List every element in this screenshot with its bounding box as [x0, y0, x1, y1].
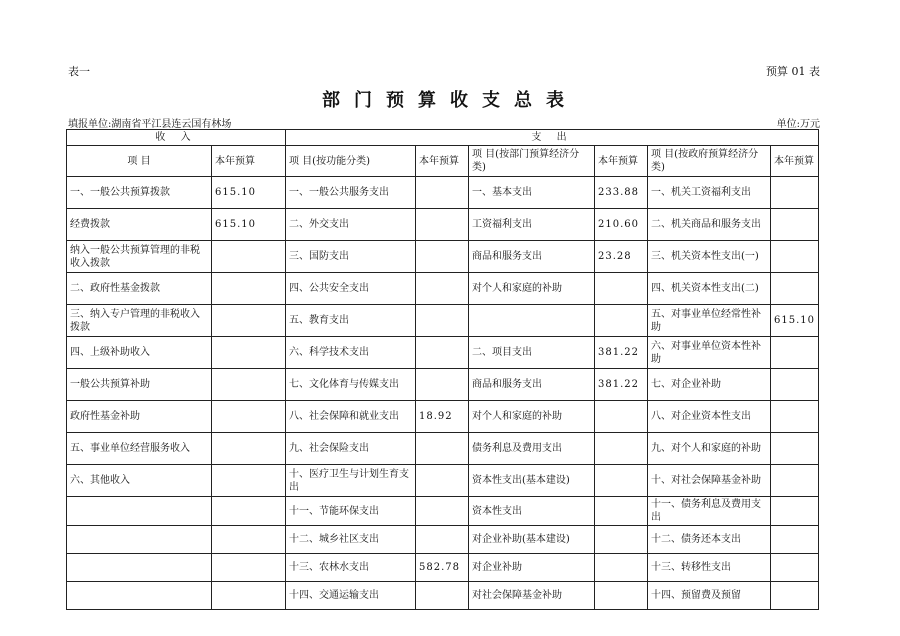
- table-row: [67, 497, 819, 526]
- cell-function-budget: [416, 497, 469, 526]
- cell-income-item: 一、一般公共预算拨款: [67, 177, 212, 209]
- cell-dept-econ-item: 对企业补助(基本建设): [469, 526, 595, 554]
- cell-dept-econ-budget: [595, 305, 648, 337]
- cell-function-budget: [416, 177, 469, 209]
- cell-income-budget: [212, 401, 286, 433]
- cell-income-item: [67, 582, 212, 610]
- cell-function-item: 九、社会保险支出: [286, 433, 416, 465]
- cell-income-budget: [212, 369, 286, 401]
- cell-gov-econ-budget: [771, 433, 819, 465]
- table-row: [67, 177, 819, 209]
- table-row: [67, 305, 819, 337]
- cell-income-item: 二、政府性基金拨款: [67, 273, 212, 305]
- cell-function-budget: [416, 337, 469, 369]
- table-row: [67, 554, 819, 582]
- cell-income-budget: [212, 465, 286, 497]
- cell-dept-econ-budget: 210.60: [595, 209, 648, 241]
- col-function-budget: 本年预算: [416, 146, 469, 177]
- cell-function-item: 一、一般公共服务支出: [286, 177, 416, 209]
- cell-gov-econ-budget: [771, 241, 819, 273]
- column-header-row: [67, 146, 819, 177]
- form-code-label: 预算 01 表: [766, 65, 820, 78]
- table-row: [67, 433, 819, 465]
- budget-table: [66, 129, 819, 610]
- cell-gov-econ-item: 四、机关资本性支出(二): [648, 273, 771, 305]
- col-dept-econ-item: 项 目(按部门预算经济分类): [469, 146, 595, 177]
- cell-income-budget: [212, 433, 286, 465]
- cell-dept-econ-item: 对企业补助: [469, 554, 595, 582]
- cell-dept-econ-item: 资本性支出: [469, 497, 595, 526]
- col-income-budget: 本年预算: [212, 146, 286, 177]
- cell-gov-econ-budget: [771, 401, 819, 433]
- table-row: [67, 369, 819, 401]
- table-number-label: 表一: [68, 65, 90, 78]
- cell-gov-econ-item: 十四、预留费及预留: [648, 582, 771, 610]
- cell-gov-econ-item: 二、机关商品和服务支出: [648, 209, 771, 241]
- cell-dept-econ-budget: [595, 497, 648, 526]
- cell-dept-econ-item: 二、项目支出: [469, 337, 595, 369]
- cell-gov-econ-budget: [771, 582, 819, 610]
- cell-gov-econ-item: 五、对事业单位经常性补助: [648, 305, 771, 337]
- cell-function-budget: [416, 433, 469, 465]
- col-gov-econ-budget: 本年预算: [771, 146, 819, 177]
- cell-gov-econ-budget: [771, 177, 819, 209]
- cell-function-budget: 18.92: [416, 401, 469, 433]
- cell-income-item: 五、事业单位经营服务收入: [67, 433, 212, 465]
- cell-function-budget: [416, 209, 469, 241]
- cell-function-item: 五、教育支出: [286, 305, 416, 337]
- cell-gov-econ-item: 八、对企业资本性支出: [648, 401, 771, 433]
- cell-income-budget: [212, 241, 286, 273]
- table-body: [67, 177, 819, 610]
- cell-function-item: 十四、交通运输支出: [286, 582, 416, 610]
- cell-dept-econ-budget: [595, 465, 648, 497]
- cell-function-item: 六、科学技术支出: [286, 337, 416, 369]
- cell-function-item: 三、国防支出: [286, 241, 416, 273]
- cell-income-budget: 615.10: [212, 177, 286, 209]
- table-row: [67, 465, 819, 497]
- cell-income-budget: [212, 305, 286, 337]
- cell-dept-econ-budget: 381.22: [595, 369, 648, 401]
- cell-gov-econ-item: 九、对个人和家庭的补助: [648, 433, 771, 465]
- cell-income-item: 一般公共预算补助: [67, 369, 212, 401]
- cell-function-budget: [416, 305, 469, 337]
- cell-income-item: 纳入一般公共预算管理的非税收入拨款: [67, 241, 212, 273]
- cell-dept-econ-budget: [595, 401, 648, 433]
- cell-income-budget: [212, 526, 286, 554]
- cell-function-budget: [416, 273, 469, 305]
- cell-income-item: [67, 497, 212, 526]
- cell-income-budget: 615.10: [212, 209, 286, 241]
- col-gov-econ-item: 项 目(按政府预算经济分类): [648, 146, 771, 177]
- cell-income-item: 三、纳入专户管理的非税收入拨款: [67, 305, 212, 337]
- cell-function-item: 二、外交支出: [286, 209, 416, 241]
- cell-function-item: 十三、农林水支出: [286, 554, 416, 582]
- cell-dept-econ-item: 工资福利支出: [469, 209, 595, 241]
- cell-gov-econ-item: 六、对事业单位资本性补助: [648, 337, 771, 369]
- cell-gov-econ-item: 一、机关工资福利支出: [648, 177, 771, 209]
- currency-unit: 单位:万元: [776, 119, 820, 130]
- cell-gov-econ-item: 十三、转移性支出: [648, 554, 771, 582]
- cell-function-item: 七、文化体育与传媒支出: [286, 369, 416, 401]
- cell-function-item: 十一、节能环保支出: [286, 497, 416, 526]
- col-dept-econ-budget: 本年预算: [595, 146, 648, 177]
- cell-gov-econ-item: 十一、债务利息及费用支出: [648, 497, 771, 526]
- col-function-item: 项 目(按功能分类): [286, 146, 416, 177]
- cell-gov-econ-budget: [771, 369, 819, 401]
- cell-dept-econ-budget: 381.22: [595, 337, 648, 369]
- cell-dept-econ-item: 对个人和家庭的补助: [469, 273, 595, 305]
- cell-income-item: 政府性基金补助: [67, 401, 212, 433]
- cell-dept-econ-budget: 23.28: [595, 241, 648, 273]
- cell-income-item: 经费拨款: [67, 209, 212, 241]
- cell-gov-econ-budget: 615.10: [771, 305, 819, 337]
- table-row: [67, 209, 819, 241]
- cell-income-item: 四、上级补助收入: [67, 337, 212, 369]
- cell-gov-econ-item: 三、机关资本性支出(一): [648, 241, 771, 273]
- table-row: [67, 526, 819, 554]
- cell-dept-econ-item: 一、基本支出: [469, 177, 595, 209]
- cell-dept-econ-item: 债务利息及费用支出: [469, 433, 595, 465]
- income-section-header: 收 入: [67, 130, 286, 146]
- cell-dept-econ-item: 对社会保障基金补助: [469, 582, 595, 610]
- page-title: 部门预算收支总表: [322, 90, 578, 111]
- cell-function-item: 八、社会保障和就业支出: [286, 401, 416, 433]
- cell-gov-econ-budget: [771, 554, 819, 582]
- cell-income-budget: [212, 273, 286, 305]
- cell-dept-econ-budget: [595, 273, 648, 305]
- cell-income-budget: [212, 337, 286, 369]
- cell-income-budget: [212, 554, 286, 582]
- cell-gov-econ-budget: [771, 497, 819, 526]
- cell-gov-econ-budget: [771, 337, 819, 369]
- cell-function-item: 四、公共安全支出: [286, 273, 416, 305]
- cell-income-item: 六、其他收入: [67, 465, 212, 497]
- col-income-item: 项 目: [67, 146, 212, 177]
- cell-gov-econ-item: 十二、债务还本支出: [648, 526, 771, 554]
- section-header-row: [67, 130, 819, 146]
- cell-dept-econ-budget: [595, 433, 648, 465]
- cell-dept-econ-item: [469, 305, 595, 337]
- reporting-unit: 填报单位:湖南省平江县连云国有林场: [68, 119, 232, 130]
- cell-income-budget: [212, 497, 286, 526]
- cell-gov-econ-budget: [771, 209, 819, 241]
- cell-income-item: [67, 526, 212, 554]
- table-row: [67, 582, 819, 610]
- cell-dept-econ-budget: 233.88: [595, 177, 648, 209]
- table-row: [67, 401, 819, 433]
- cell-dept-econ-item: 商品和服务支出: [469, 369, 595, 401]
- cell-dept-econ-budget: [595, 526, 648, 554]
- cell-function-item: 十二、城乡社区支出: [286, 526, 416, 554]
- cell-function-budget: [416, 241, 469, 273]
- table-row: [67, 273, 819, 305]
- cell-function-budget: [416, 465, 469, 497]
- cell-dept-econ-item: 资本性支出(基本建设): [469, 465, 595, 497]
- cell-function-budget: [416, 526, 469, 554]
- cell-gov-econ-budget: [771, 273, 819, 305]
- cell-dept-econ-item: 商品和服务支出: [469, 241, 595, 273]
- cell-function-budget: [416, 369, 469, 401]
- cell-dept-econ-item: 对个人和家庭的补助: [469, 401, 595, 433]
- cell-income-item: [67, 554, 212, 582]
- cell-gov-econ-budget: [771, 465, 819, 497]
- cell-income-budget: [212, 582, 286, 610]
- cell-dept-econ-budget: [595, 554, 648, 582]
- cell-gov-econ-item: 十、对社会保障基金补助: [648, 465, 771, 497]
- cell-gov-econ-item: 七、对企业补助: [648, 369, 771, 401]
- expense-section-header: 支 出: [286, 130, 819, 146]
- cell-gov-econ-budget: [771, 526, 819, 554]
- cell-dept-econ-budget: [595, 582, 648, 610]
- cell-function-item: 十、医疗卫生与计划生育支出: [286, 465, 416, 497]
- table-row: [67, 337, 819, 369]
- cell-function-budget: [416, 582, 469, 610]
- cell-function-budget: 582.78: [416, 554, 469, 582]
- table-row: [67, 241, 819, 273]
